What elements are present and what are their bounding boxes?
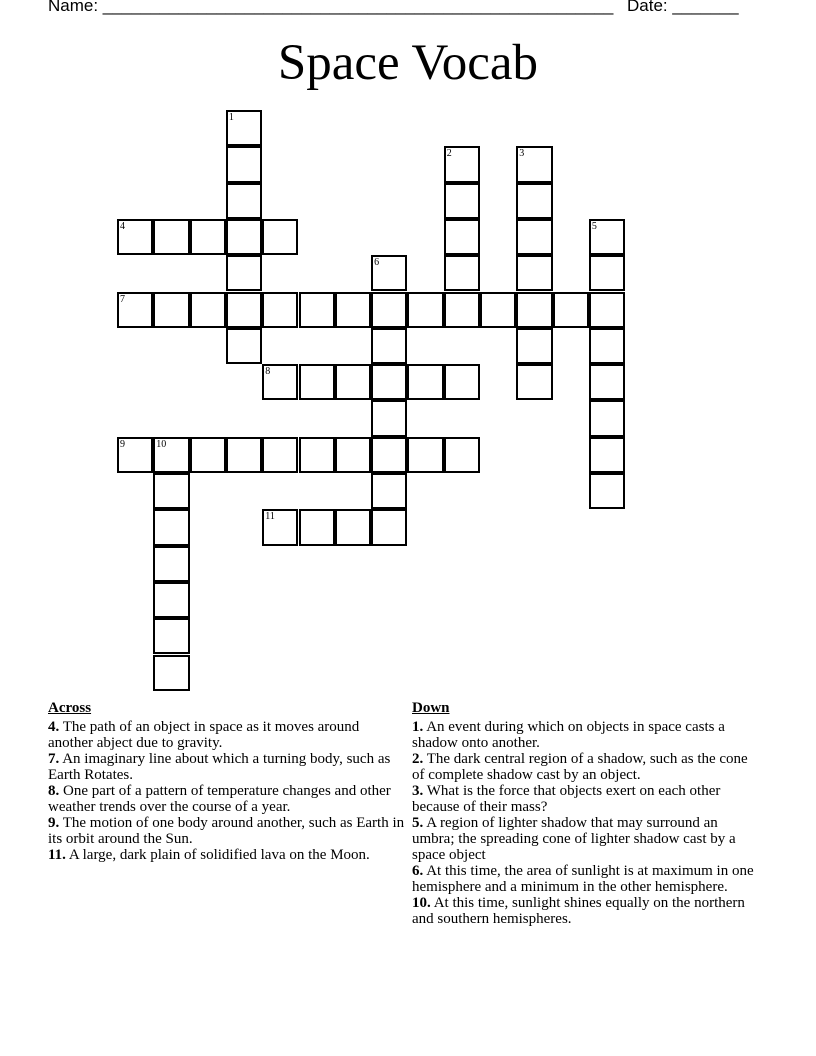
grid-cell[interactable]: [589, 328, 625, 364]
grid-cell[interactable]: [299, 509, 335, 545]
grid-cell[interactable]: [335, 509, 371, 545]
grid-cell[interactable]: [262, 292, 298, 328]
across-clue-list: [48, 719, 408, 863]
clue-text: At this time, sunlight shines equally on the northern and southern hemispheres.: [412, 895, 745, 927]
grid-cell[interactable]: [407, 437, 443, 473]
clue-text: An imaginary line about which a turning body, such as Earth Rotates.: [48, 751, 391, 783]
grid-cell[interactable]: [153, 618, 189, 654]
grid-cell[interactable]: [407, 364, 443, 400]
cell-number: 2: [446, 148, 452, 160]
clue-down-3: [412, 783, 762, 815]
cell-number: 1: [228, 112, 234, 123]
grid-cell[interactable]: [117, 219, 153, 255]
grid-cell[interactable]: [589, 400, 625, 436]
clue-text: At this time, the area of sunlight is at maximum in one hemisphere and a minimum in the other hemisphere.: [412, 863, 754, 895]
grid-cell[interactable]: [589, 473, 625, 509]
grid-cell[interactable]: [226, 437, 262, 473]
grid-cell[interactable]: [589, 255, 625, 291]
clue-across-11: [48, 847, 408, 863]
grid-cell[interactable]: [444, 437, 480, 473]
grid-cell[interactable]: [117, 437, 153, 473]
clue-text: The path of an object in space as it moves around another abject due to gravity.: [48, 719, 360, 751]
grid-cell[interactable]: [371, 437, 407, 473]
grid-cell[interactable]: [516, 328, 552, 364]
clue-number: 6.: [412, 863, 424, 879]
grid-cell[interactable]: [153, 437, 189, 473]
clue-down-2: [412, 751, 762, 783]
grid-cell[interactable]: [335, 292, 371, 328]
grid-cell[interactable]: [226, 255, 262, 291]
across-clues: [48, 700, 408, 863]
grid-cell[interactable]: [226, 328, 262, 364]
grid-cell[interactable]: [371, 328, 407, 364]
clue-number: 10.: [412, 895, 431, 911]
grid-cell[interactable]: [444, 292, 480, 328]
clue-text: One part of a pattern of temperature changes and other weather trends over the course of a year.: [48, 783, 391, 815]
grid-cell[interactable]: [335, 364, 371, 400]
cell-number: 9: [120, 438, 125, 450]
grid-cell[interactable]: [444, 219, 480, 255]
grid-cell[interactable]: [190, 292, 226, 328]
clue-number: 4.: [48, 719, 60, 735]
grid-cell[interactable]: [589, 437, 625, 473]
clue-down-6: [412, 863, 762, 895]
clue-number: 3.: [412, 783, 424, 799]
clue-number: 8.: [48, 783, 60, 799]
clue-text: A region of lighter shadow that may surround an umbra; the spreading cone of lighter shadow cast by a space object: [412, 815, 736, 863]
grid-cell[interactable]: [226, 146, 262, 182]
grid-cell[interactable]: [299, 364, 335, 400]
clue-number: 11.: [48, 847, 66, 863]
grid-cell[interactable]: [480, 292, 516, 328]
grid-cell[interactable]: [226, 110, 262, 146]
grid-cell[interactable]: [153, 582, 189, 618]
down-clues: [412, 700, 762, 927]
name-field[interactable]: Name: ______________________________________________________: [48, 0, 614, 15]
grid-cell[interactable]: [226, 183, 262, 219]
grid-cell[interactable]: [444, 146, 480, 182]
clue-down-5: [412, 815, 762, 863]
grid-cell[interactable]: [516, 292, 552, 328]
clue-text: The motion of one body around another, such as Earth in its orbit around the Sun.: [48, 815, 405, 847]
clue-number: 1.: [412, 719, 424, 735]
clue-text: An event during which on objects in space casts a shadow onto another.: [412, 719, 725, 751]
grid-cell[interactable]: [190, 219, 226, 255]
cell-number: 8: [265, 366, 271, 378]
clue-text: What is the force that objects exert on each other because of their mass?: [412, 783, 721, 815]
grid-cell[interactable]: [226, 219, 262, 255]
date-field[interactable]: Date: _______: [627, 0, 739, 15]
cell-number: 3: [519, 148, 525, 160]
grid-cell[interactable]: [444, 255, 480, 291]
across-heading: Across: [48, 700, 92, 716]
cell-number: 7: [120, 293, 125, 305]
grid-cell[interactable]: [371, 364, 407, 400]
grid-cell[interactable]: [371, 509, 407, 545]
grid-cell[interactable]: [299, 292, 335, 328]
grid-cell[interactable]: [589, 219, 625, 255]
grid-cell[interactable]: [153, 292, 189, 328]
grid-cell[interactable]: [262, 509, 298, 545]
grid-cell[interactable]: [516, 183, 552, 219]
grid-cell[interactable]: [371, 292, 407, 328]
cell-number: 5: [591, 220, 597, 232]
cell-number: 4: [120, 220, 125, 232]
clue-across-7: [48, 751, 408, 783]
grid-cell[interactable]: [335, 437, 371, 473]
grid-cell[interactable]: [516, 146, 552, 182]
clue-down-10: [412, 895, 762, 927]
clue-down-1: [412, 719, 762, 751]
grid-cell[interactable]: [516, 364, 552, 400]
clue-number: 2.: [412, 751, 424, 767]
grid-cell[interactable]: [262, 364, 298, 400]
clue-number: 9.: [48, 815, 60, 831]
grid-cell[interactable]: [153, 546, 189, 582]
grid-cell[interactable]: [153, 473, 189, 509]
clue-text: The dark central region of a shadow, such as the cone of complete shadow cast by an object.: [412, 751, 748, 783]
grid-cell[interactable]: [262, 437, 298, 473]
grid-cell[interactable]: [117, 292, 153, 328]
grid-cell[interactable]: [444, 364, 480, 400]
grid-cell[interactable]: [371, 255, 407, 291]
grid-cell[interactable]: [407, 292, 443, 328]
grid-cell[interactable]: [516, 219, 552, 255]
grid-cell[interactable]: [153, 655, 189, 691]
grid-cell[interactable]: [371, 473, 407, 509]
grid-cell[interactable]: [153, 219, 189, 255]
page-title: Space Vocab: [277, 35, 539, 91]
clue-across-8: [48, 783, 408, 815]
cell-number: 11: [265, 511, 275, 523]
grid-cell[interactable]: [371, 400, 407, 436]
down-heading: Down: [412, 700, 450, 716]
clue-text: A large, dark plain of solidified lava on the Moon.: [68, 847, 370, 863]
grid-cell[interactable]: [262, 219, 298, 255]
grid-cell[interactable]: [226, 292, 262, 328]
grid-cell[interactable]: [516, 255, 552, 291]
grid-cell[interactable]: [444, 183, 480, 219]
cell-number: 10: [156, 438, 167, 450]
clue-across-4: [48, 719, 408, 751]
cell-number: 6: [374, 257, 380, 269]
grid-cell[interactable]: [589, 364, 625, 400]
grid-cell[interactable]: [153, 509, 189, 545]
grid-cell[interactable]: [190, 437, 226, 473]
clue-number: 7.: [48, 751, 60, 767]
grid-cell[interactable]: [553, 292, 589, 328]
grid-cell[interactable]: [589, 292, 625, 328]
grid-cell[interactable]: [299, 437, 335, 473]
clue-across-9: [48, 815, 408, 847]
down-clue-list: [412, 719, 762, 927]
clue-number: 5.: [412, 815, 424, 831]
